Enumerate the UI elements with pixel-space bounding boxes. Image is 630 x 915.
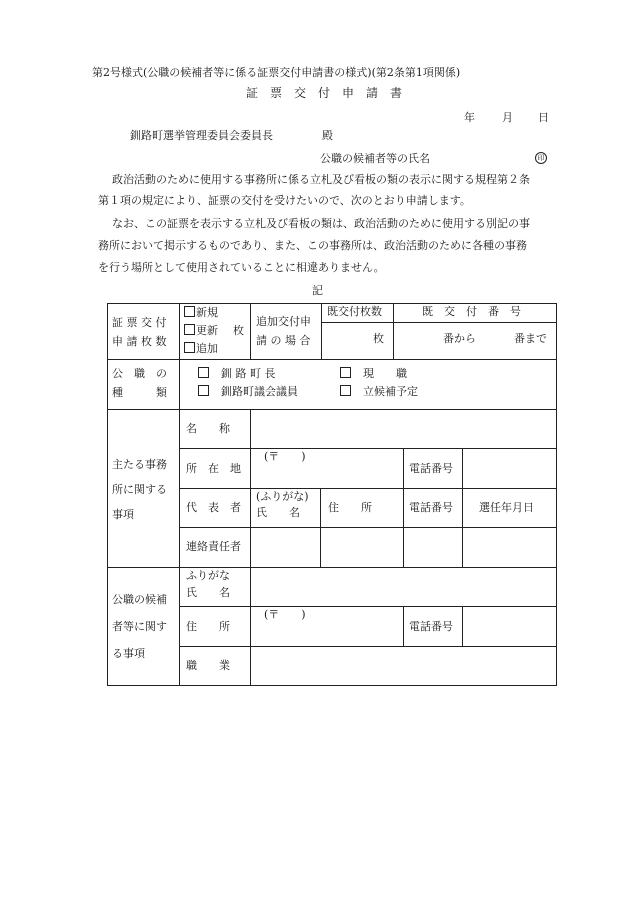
- paragraph-2-line-2: 務所において掲示するものであり、また、この事務所は、政治活動のために各種の事務: [98, 239, 527, 252]
- addressee: 釧路町選挙管理委員会委員長: [130, 129, 273, 142]
- unit-mai-2: 枚: [373, 332, 384, 345]
- issued-count-header: 既交付枚数: [327, 305, 382, 318]
- option-new[interactable]: [184, 305, 218, 321]
- checkbox-icon[interactable]: [184, 342, 195, 353]
- office-type-line-1: 公 職 の: [112, 367, 167, 380]
- office-section-line-1: 主たる事務: [112, 458, 167, 471]
- page-title: 証 票 交 付 申 請 書: [246, 86, 403, 100]
- representative-address-label: [328, 500, 397, 516]
- add-case-line-2: 請 の 場 合: [256, 333, 311, 347]
- form-number: 第2号様式(公職の候補者等に係る証票交付申請書の様式)(第2条第1項関係): [92, 66, 461, 79]
- type-option-candidate[interactable]: [340, 384, 418, 400]
- contact-person-label: 連絡責任者: [186, 540, 241, 553]
- type-option-mayor-label: 釧 路 町 長: [221, 367, 276, 380]
- candidate-furigana-text: ふりがな: [186, 569, 230, 582]
- office-section-line-3: 事項: [112, 508, 134, 521]
- candidate-occupation-text: 職 業: [186, 659, 230, 672]
- date-year: 年: [464, 111, 475, 124]
- seal-mark: [535, 150, 547, 164]
- paragraph-2-line-3: を行う場所として使用されていることに相違ありません。: [98, 261, 385, 274]
- appointment-date-label: 選任年月日: [479, 501, 534, 514]
- checkbox-icon[interactable]: [340, 385, 351, 396]
- count-label-line-1: 証 票 交 付: [112, 316, 167, 329]
- checkbox-icon[interactable]: [198, 385, 209, 396]
- representative-text: 代 表 者: [186, 501, 241, 514]
- type-option-council-label: 釧路町議会議員: [221, 385, 298, 398]
- option-renew[interactable]: [184, 323, 218, 339]
- ki-heading: 記: [312, 284, 323, 297]
- office-name-label: [186, 421, 244, 437]
- type-option-council[interactable]: [198, 384, 298, 400]
- representative-phone-label: 電話番号: [409, 501, 453, 514]
- type-option-mayor[interactable]: [198, 366, 276, 382]
- office-location-text: 所 在 地: [186, 462, 241, 475]
- option-renew-label: 更新: [196, 324, 218, 337]
- candidate-name-label: [186, 585, 244, 601]
- number-to: 番まで: [514, 332, 547, 345]
- office-section-label: [112, 452, 167, 527]
- office-postal: (〒 ): [264, 450, 306, 463]
- candidate-section-line-2: 者等に関す: [112, 620, 167, 633]
- candidate-address-label: [186, 619, 244, 635]
- unit-mai: 枚: [233, 324, 244, 337]
- paragraph-1-line-2: 第１項の規定により、証票の交付を受けたいので、次のとおり申請します。: [98, 194, 471, 207]
- checkbox-icon[interactable]: [184, 324, 195, 335]
- candidate-postal: (〒 ): [264, 608, 306, 621]
- representative-furigana: (ふりがな): [256, 490, 309, 503]
- honorific: 殿: [322, 129, 333, 142]
- applicant-name-label: 公職の候補者等の氏名: [320, 152, 430, 165]
- issued-number-header: 既 交 付 番 号: [422, 305, 521, 318]
- candidate-address-text: 住 所: [186, 620, 230, 633]
- option-add[interactable]: [184, 341, 218, 357]
- count-label: [112, 315, 174, 350]
- add-case-label: [256, 314, 316, 349]
- representative-name-label: [256, 505, 314, 521]
- add-case-line-1: 追加交付申: [256, 315, 311, 328]
- type-option-candidate-label: 立候補予定: [363, 385, 418, 398]
- office-type-line-2: 種 類: [112, 385, 167, 399]
- office-type-label: [112, 366, 174, 401]
- number-from: 番から: [443, 332, 476, 345]
- checkbox-icon[interactable]: [184, 306, 195, 317]
- option-new-label: 新規: [196, 306, 218, 319]
- candidate-name-text: 氏 名: [186, 586, 230, 599]
- checkbox-icon[interactable]: [340, 367, 351, 378]
- candidate-section-line-3: る事項: [112, 647, 145, 660]
- office-section-line-2: 所に関する: [112, 483, 167, 496]
- candidate-section-label: [112, 586, 167, 667]
- count-label-line-2: 申 請 枚 数: [112, 334, 167, 348]
- type-option-incumbent[interactable]: [340, 366, 407, 382]
- office-location-label: [186, 461, 244, 477]
- date-month: 月: [502, 111, 513, 124]
- checkbox-icon[interactable]: [198, 367, 209, 378]
- option-add-label: 追加: [196, 342, 218, 355]
- seal-icon: 印: [535, 152, 547, 164]
- representative-label: [186, 500, 244, 516]
- paragraph-2-line-1: なお、この証票を表示する立札及び看板の類は、政治活動のために使用する別記の事: [112, 217, 530, 230]
- office-phone-label: 電話番号: [409, 462, 453, 475]
- candidate-phone-label: 電話番号: [409, 620, 453, 633]
- representative-name-text: 氏 名: [256, 506, 300, 519]
- candidate-occupation-label: [186, 658, 244, 674]
- office-name-text: 名 称: [186, 422, 230, 435]
- candidate-furigana-label: [186, 568, 244, 584]
- representative-address-text: 住 所: [328, 501, 372, 514]
- candidate-section-line-1: 公職の候補: [112, 593, 167, 606]
- paragraph-1-line-1: 政治活動のために使用する事務所に係る立札及び看板の類の表示に関する規程第２条: [112, 173, 530, 186]
- date-day: 日: [538, 111, 549, 124]
- type-option-incumbent-label: 現 職: [363, 367, 407, 380]
